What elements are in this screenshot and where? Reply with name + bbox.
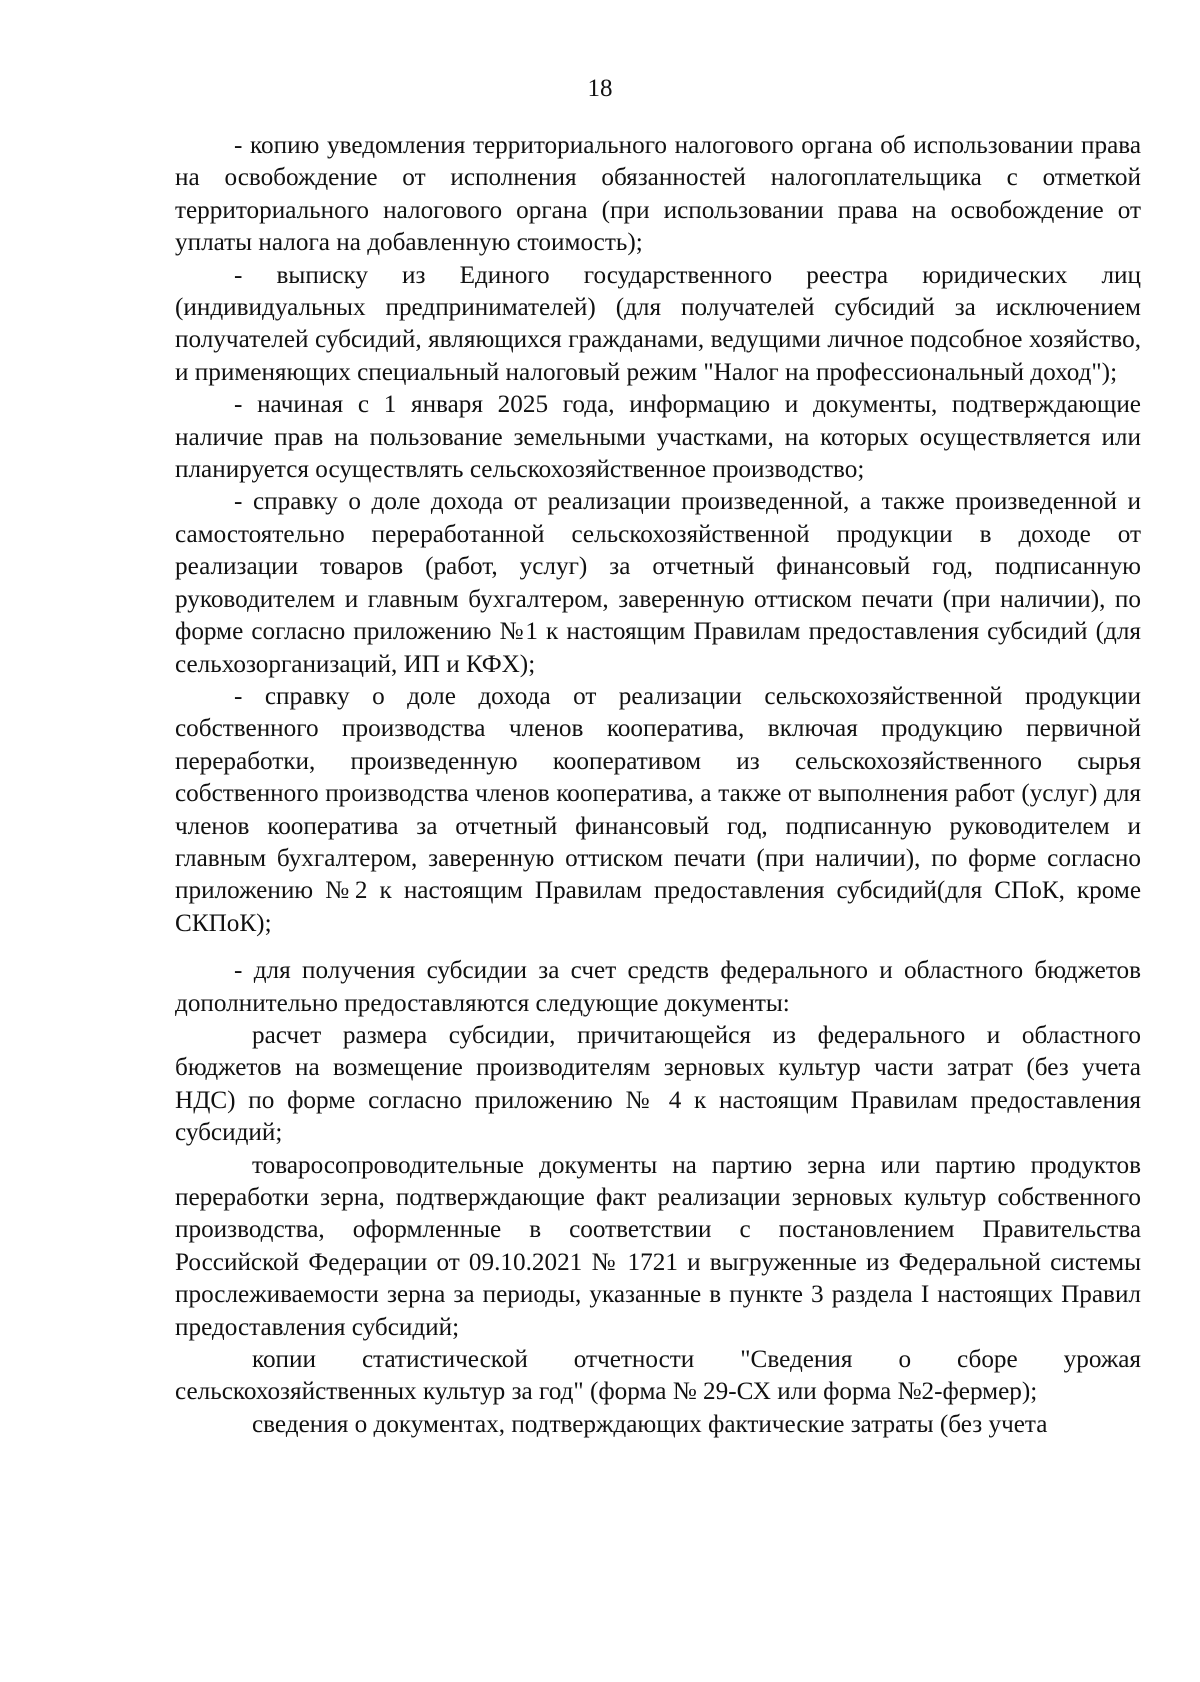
- document-body: [175, 130, 1141, 1441]
- page-number: 18: [587, 75, 613, 102]
- paragraph-shipping-documents: товаросопроводительные документы на партию зерна или партию продуктов переработки зерна, подтверждающие факт реализации зерновых культур собственного производства, оформленные в соответствии с постановлением Правительства Российской Федерации от 09.10.2021 № 1721 и выгруженные из Федеральной системы прослеживаемости зерна за периоды, указанные в пункте 3 раздела I настоящих Правил предоставления субсидий;: [175, 1151, 1141, 1341]
- paragraph-egrul-extract: - выписку из Единого государственного реестра юридических лиц (индивидуальных предпринимателей) (для получателей субсидий за исключением получателей субсидий, являющихся гражданами, ведущими личное подсобное хозяйство, и применяющих специальный налоговый режим "Налог на профессиональный доход");: [175, 261, 1141, 386]
- paragraph-statistical-reports: копии статистической отчетности "Сведения о сборе урожая сельскохозяйственных культур за год" (форма № 29-СХ или форма №2-фермер);: [175, 1346, 1141, 1406]
- paragraph-land-rights: - начиная с 1 января 2025 года, информацию и документы, подтверждающие наличие прав на пользование земельными участками, на которых осуществляется или планируется осуществлять сельскохозяйственное производство;: [175, 391, 1141, 484]
- paragraph-notification-copy: - копию уведомления территориального налогового органа об использовании права на освобождение от исполнения обязанностей налогоплательщика с отметкой территориального налогового органа (при использовании права на освобождение от уплаты налога на добавленную стоимость);: [175, 132, 1141, 257]
- paragraph-income-share-certificate-1: - справку о доле дохода от реализации произведенной, а также произведенной и самостоятельно переработанной сельскохозяйственной продукции в доходе от реализации товаров (работ, услуг) за отчетный финансовый год, подписанную руководителем и главным бухгалтером, заверенную оттиском печати (при наличии), по форме согласно приложению №1 к настоящим Правилам предоставления субсидий (для сельхозорганизаций, ИП и КФХ);: [175, 488, 1141, 678]
- paragraph-cost-documents: сведения о документах, подтверждающих фактические затраты (без учета: [252, 1410, 1048, 1438]
- paragraph-income-share-certificate-2: - справку о доле дохода от реализации сельскохозяйственной продукции собственного производства членов кооператива, включая продукцию первичной переработки, произведенную кооперативом из сельскохозяйственного сырья собственного производства членов кооператива, а также от выполнения работ (услуг) для членов кооператива за отчетный финансовый год, подписанную руководителем и главным бухгалтером, заверенную оттиском печати (при наличии), по форме согласно приложению №2 к настоящим Правилам предоставления субсидий(для СПоК, кроме СКПоК);: [175, 682, 1141, 937]
- paragraph-subsidy-calculation: расчет размера субсидии, причитающейся из федерального и областного бюджетов на возмещение производителям зерновых культур части затрат (без учета НДС) по форме согласно приложению № 4 к настоящим Правилам предоставления субсидий;: [175, 1021, 1141, 1147]
- paragraph-additional-documents: - для получения субсидии за счет средств федерального и областного бюджетов дополнительно предоставляются следующие документы:: [175, 957, 1141, 1017]
